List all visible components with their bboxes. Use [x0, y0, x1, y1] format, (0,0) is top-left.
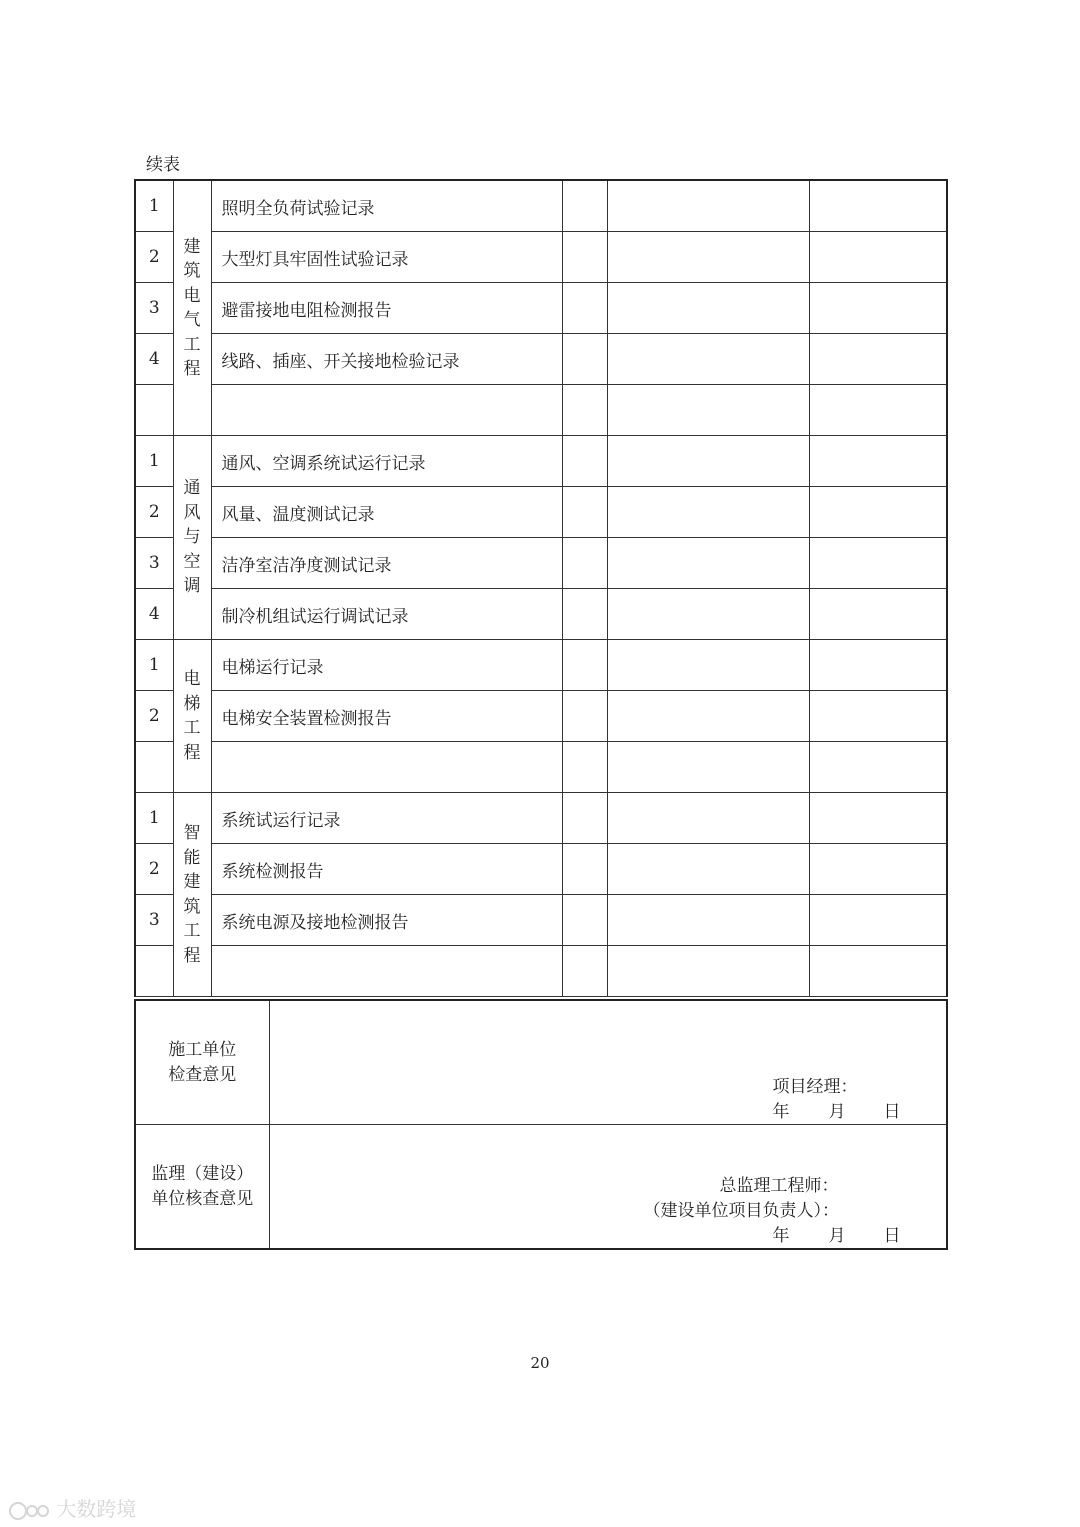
construction-opinion-field[interactable] [269, 1000, 947, 1125]
record-item [211, 946, 562, 997]
count-cell[interactable] [562, 742, 607, 793]
page-number: 20 [530, 1354, 550, 1372]
record-item: 照明全负荷试验记录 [211, 180, 562, 232]
supervision-opinion-label: 监理（建设） 单位核查意见 [135, 1125, 269, 1250]
owner-representative-label: （建设单位项目负责人）： [643, 1201, 839, 1221]
row-number: 1 [135, 640, 173, 691]
remarks-cell[interactable] [607, 385, 809, 436]
row-number: 3 [135, 538, 173, 589]
count-cell[interactable] [562, 844, 607, 895]
category-label: 电梯工程 [183, 669, 201, 763]
verification-cell[interactable] [809, 742, 947, 793]
table-row [135, 589, 947, 640]
table-row [135, 895, 947, 946]
record-item: 线路、插座、开关接地检验记录 [211, 334, 562, 385]
verification-cell[interactable] [809, 895, 947, 946]
construction-opinion-row [135, 1000, 947, 1125]
category-label: 建筑电气工程 [183, 236, 201, 379]
remarks-cell[interactable] [607, 691, 809, 742]
date-day: 日 [883, 1102, 901, 1122]
record-item: 电梯安全装置检测报告 [211, 691, 562, 742]
table-row [135, 640, 947, 691]
signature-table [134, 999, 948, 1250]
watermark [8, 1493, 136, 1522]
remarks-cell[interactable] [607, 180, 809, 232]
count-cell[interactable] [562, 691, 607, 742]
date-year: 年 [772, 1226, 790, 1246]
remarks-cell[interactable] [607, 334, 809, 385]
verification-cell[interactable] [809, 436, 947, 487]
table-row [135, 844, 947, 895]
verification-cell[interactable] [809, 180, 947, 232]
table-row [135, 436, 947, 487]
table-row [135, 793, 947, 844]
record-item: 系统试运行记录 [211, 793, 562, 844]
verification-cell[interactable] [809, 283, 947, 334]
count-cell[interactable] [562, 334, 607, 385]
table-row [135, 180, 947, 232]
count-cell[interactable] [562, 589, 607, 640]
record-item [211, 742, 562, 793]
remarks-cell[interactable] [607, 946, 809, 997]
row-number: 2 [135, 487, 173, 538]
category-cell [173, 436, 211, 640]
row-number: 4 [135, 334, 173, 385]
category-cell [173, 180, 211, 436]
verification-cell[interactable] [809, 793, 947, 844]
date-month: 月 [828, 1226, 846, 1246]
count-cell[interactable] [562, 232, 607, 283]
table-row [135, 283, 947, 334]
record-item: 洁净室洁净度测试记录 [211, 538, 562, 589]
record-item: 通风、空调系统试运行记录 [211, 436, 562, 487]
count-cell[interactable] [562, 436, 607, 487]
record-item: 电梯运行记录 [211, 640, 562, 691]
remarks-cell[interactable] [607, 742, 809, 793]
remarks-cell[interactable] [607, 844, 809, 895]
verification-cell[interactable] [809, 691, 947, 742]
row-number [135, 946, 173, 997]
row-number: 2 [135, 232, 173, 283]
remarks-cell[interactable] [607, 589, 809, 640]
row-number: 3 [135, 895, 173, 946]
table-row [135, 232, 947, 283]
record-item: 系统检测报告 [211, 844, 562, 895]
verification-cell[interactable] [809, 385, 947, 436]
count-cell[interactable] [562, 946, 607, 997]
verification-cell[interactable] [809, 844, 947, 895]
verification-cell[interactable] [809, 487, 947, 538]
remarks-cell[interactable] [607, 487, 809, 538]
row-number: 4 [135, 589, 173, 640]
table-row [135, 742, 947, 793]
category-label: 智能建筑工程 [183, 823, 201, 966]
row-number [135, 742, 173, 793]
category-label: 通风与空调 [183, 478, 201, 597]
row-number [135, 385, 173, 436]
supervision-opinion-row [135, 1125, 947, 1250]
row-number: 1 [135, 793, 173, 844]
remarks-cell[interactable] [607, 283, 809, 334]
row-number: 1 [135, 180, 173, 232]
date-year: 年 [772, 1102, 790, 1122]
count-cell[interactable] [562, 487, 607, 538]
category-cell [173, 793, 211, 997]
record-item: 避雷接地电阻检测报告 [211, 283, 562, 334]
table-row [135, 334, 947, 385]
row-number: 2 [135, 844, 173, 895]
verification-cell[interactable] [809, 334, 947, 385]
count-cell[interactable] [562, 180, 607, 232]
record-item: 大型灯具牢固性试验记录 [211, 232, 562, 283]
category-cell [173, 640, 211, 793]
date-day: 日 [883, 1226, 901, 1246]
watermark-text: 大数跨境 [56, 1497, 137, 1521]
table-row [135, 487, 947, 538]
verification-cell[interactable] [809, 232, 947, 283]
row-number: 3 [135, 283, 173, 334]
count-cell[interactable] [562, 793, 607, 844]
remarks-cell[interactable] [607, 538, 809, 589]
remarks-cell[interactable] [607, 436, 809, 487]
remarks-cell[interactable] [607, 895, 809, 946]
count-cell[interactable] [562, 283, 607, 334]
date-month: 月 [828, 1102, 846, 1122]
watermark-logo-icon [8, 1501, 50, 1521]
verification-cell[interactable] [809, 589, 947, 640]
verification-cell[interactable] [809, 640, 947, 691]
test-records-table [134, 179, 948, 997]
count-cell[interactable] [562, 640, 607, 691]
count-cell[interactable] [562, 385, 607, 436]
record-item [211, 385, 562, 436]
record-item: 风量、温度测试记录 [211, 487, 562, 538]
verification-cell[interactable] [809, 538, 947, 589]
remarks-cell[interactable] [607, 640, 809, 691]
construction-opinion-label: 施工单位 检查意见 [135, 1000, 269, 1125]
table-row [135, 538, 947, 589]
remarks-cell[interactable] [607, 232, 809, 283]
table-row [135, 691, 947, 742]
table-row [135, 946, 947, 997]
table-row [135, 385, 947, 436]
row-number: 2 [135, 691, 173, 742]
record-item: 系统电源及接地检测报告 [211, 895, 562, 946]
verification-cell[interactable] [809, 946, 947, 997]
count-cell[interactable] [562, 538, 607, 589]
count-cell[interactable] [562, 895, 607, 946]
project-manager-label: 项目经理： [772, 1077, 858, 1097]
row-number: 1 [135, 436, 173, 487]
chief-supervisor-label: 总监理工程师： [719, 1176, 839, 1196]
table-caption: 续表 [146, 155, 180, 175]
supervision-opinion-field[interactable] [269, 1125, 947, 1250]
record-item: 制冷机组试运行调试记录 [211, 589, 562, 640]
remarks-cell[interactable] [607, 793, 809, 844]
